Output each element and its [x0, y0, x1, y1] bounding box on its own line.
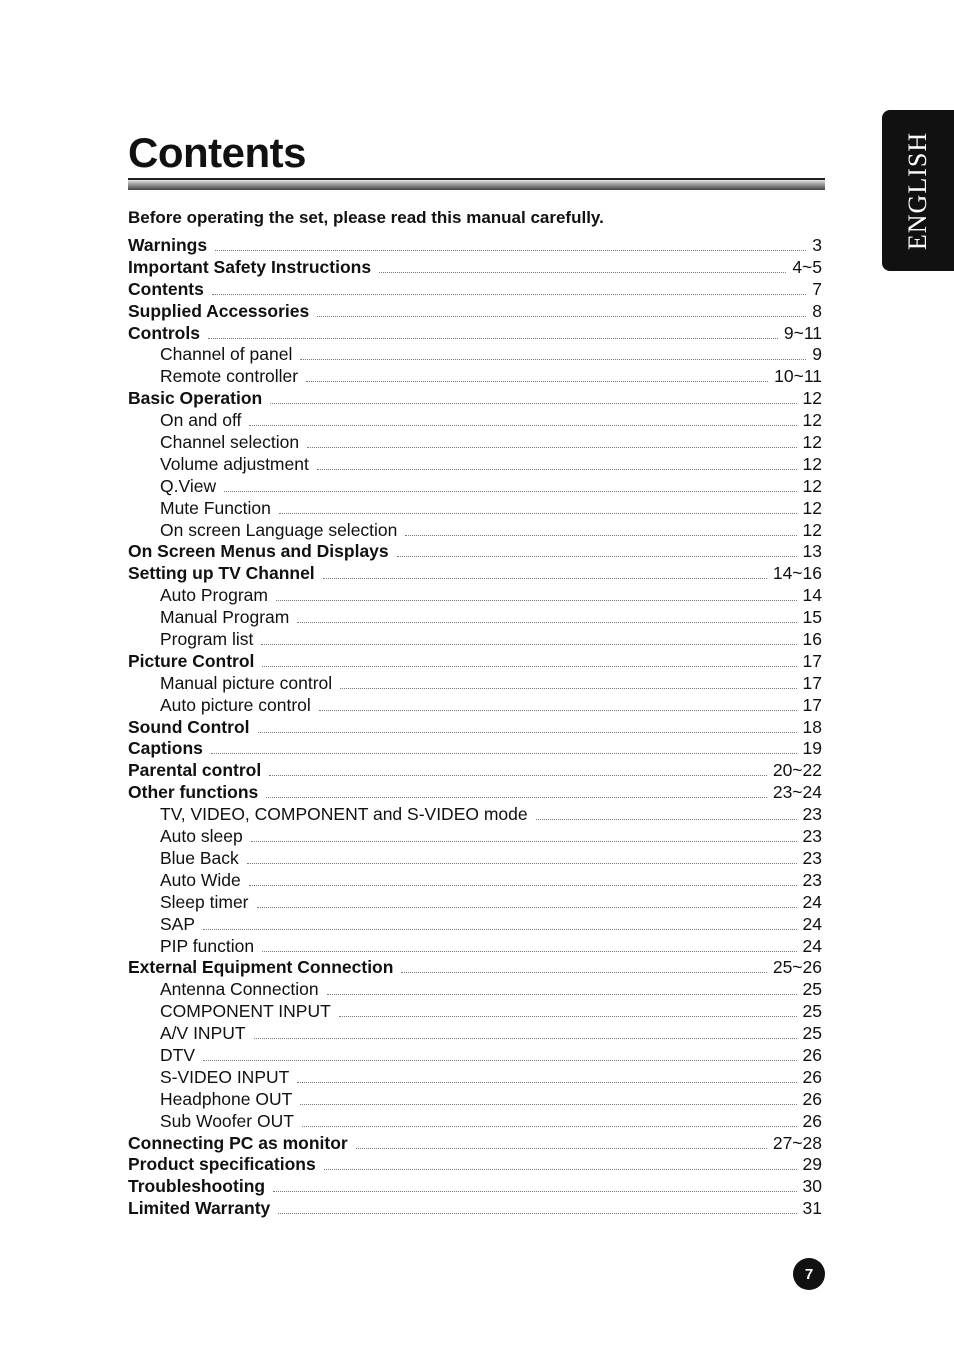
toc-subentry	[128, 454, 822, 476]
toc-subentry	[128, 804, 822, 826]
dot-leader	[324, 1169, 797, 1170]
toc-entry-page: 20~22	[772, 760, 822, 781]
toc-subentry	[128, 979, 822, 1001]
toc-entry-page: 23	[802, 869, 822, 890]
dot-leader	[276, 600, 797, 601]
toc-entry	[128, 957, 822, 979]
toc-entry-page: 25~26	[772, 957, 822, 978]
dot-leader	[249, 885, 797, 886]
toc-entry-page: 26	[802, 1044, 822, 1065]
toc-entry	[128, 235, 822, 257]
toc-entry-page: 31	[802, 1198, 822, 1219]
title-underline	[128, 178, 825, 190]
dot-leader	[247, 863, 797, 864]
dot-leader	[203, 929, 797, 930]
toc-subentry	[128, 914, 822, 936]
toc-entry-label: Limited Warranty	[128, 1198, 271, 1219]
dot-leader	[269, 775, 767, 776]
dot-leader	[258, 732, 797, 733]
dot-leader	[266, 797, 767, 798]
toc-entry-label: Auto Program	[160, 585, 268, 606]
dot-leader	[212, 294, 806, 295]
toc-entry	[128, 1154, 822, 1176]
toc-entry-page: 23~24	[772, 782, 822, 803]
toc-subentry	[128, 1001, 822, 1023]
toc-subentry	[128, 870, 822, 892]
toc-entry-label: DTV	[160, 1044, 195, 1065]
toc-entry-page: 24	[802, 935, 822, 956]
toc-entry-label: Important Safety Instructions	[128, 256, 372, 277]
dot-leader	[379, 272, 786, 273]
toc-entry-label: Warnings	[128, 235, 208, 255]
toc-entry-label: COMPONENT INPUT	[160, 1001, 331, 1022]
toc-entry	[128, 323, 822, 345]
page-title: Contents	[128, 129, 306, 176]
page-number: 7	[804, 1265, 814, 1283]
dot-leader	[278, 1213, 796, 1214]
toc-entry-label: Antenna Connection	[160, 979, 319, 1000]
dot-leader	[254, 1038, 797, 1039]
toc-entry-page: 17	[802, 694, 822, 715]
dot-leader	[401, 972, 766, 973]
toc-subentry	[128, 585, 822, 607]
toc-subentry	[128, 629, 822, 651]
toc-entry	[128, 760, 822, 782]
toc-entry-label: Channel of panel	[160, 344, 293, 365]
toc-entry-label: SAP	[160, 913, 196, 934]
toc-entry-label: PIP function	[160, 935, 255, 956]
toc-entry-label: Controls	[128, 322, 200, 343]
toc-entry-page: 15	[802, 607, 822, 628]
dot-leader	[405, 535, 796, 536]
toc-entry-label: Remote controller	[160, 366, 299, 387]
dot-leader	[257, 907, 797, 908]
dot-leader	[319, 710, 797, 711]
toc-entry-page: 30	[802, 1176, 822, 1197]
toc-subentry	[128, 520, 822, 542]
toc-entry-label: Blue Back	[160, 847, 239, 868]
toc-entry-page: 7	[812, 278, 822, 299]
toc-entry-page: 8	[812, 300, 822, 321]
toc-entry-page: 16	[802, 629, 822, 650]
dot-leader	[323, 578, 767, 579]
toc-subentry	[128, 366, 822, 388]
toc-subentry	[128, 410, 822, 432]
toc-entry-label: TV, VIDEO, COMPONENT and S-VIDEO mode	[160, 804, 528, 825]
toc-subentry	[128, 695, 822, 717]
toc-entry-page: 14	[802, 585, 822, 606]
dot-leader	[262, 951, 796, 952]
dot-leader	[211, 753, 797, 754]
toc-entry-page: 17	[802, 672, 822, 693]
toc-entry	[128, 541, 822, 563]
dot-leader	[339, 1016, 797, 1017]
toc-entry-label: Setting up TV Channel	[128, 563, 315, 584]
toc-entry-label: Channel selection	[160, 432, 300, 453]
toc-subentry	[128, 476, 822, 498]
dot-leader	[224, 491, 796, 492]
toc-entry-label: Picture Control	[128, 650, 255, 671]
toc-entry-label: Sleep timer	[160, 891, 249, 912]
toc-entry-page: 12	[802, 388, 822, 409]
language-tab-label: ENGLISH	[903, 131, 932, 250]
toc-entry-page: 25	[802, 979, 822, 1000]
toc-entry	[128, 1176, 822, 1198]
toc-entry-label: Basic Operation	[128, 388, 263, 409]
toc-entry	[128, 301, 822, 323]
dot-leader	[327, 994, 797, 995]
toc-entry-page: 4~5	[792, 256, 822, 277]
toc-entry-label: Captions	[128, 738, 203, 759]
toc-entry-page: 9~11	[783, 322, 822, 343]
toc-entry-page: 24	[802, 891, 822, 912]
toc-entry-label: Connecting PC as monitor	[128, 1132, 348, 1153]
toc-subentry	[128, 1045, 822, 1067]
toc-entry	[128, 257, 822, 279]
toc-entry-page: 13	[802, 541, 822, 562]
table-of-contents	[128, 235, 822, 1220]
toc-entry	[128, 388, 822, 410]
dot-leader	[340, 688, 796, 689]
dot-leader	[307, 447, 796, 448]
toc-subentry	[128, 344, 822, 366]
dot-leader	[203, 1060, 797, 1061]
toc-entry	[128, 738, 822, 760]
toc-entry-page: 12	[802, 453, 822, 474]
toc-entry-page: 23	[802, 804, 822, 825]
toc-entry-label: Troubleshooting	[128, 1176, 266, 1197]
toc-entry-page: 26	[802, 1110, 822, 1131]
toc-entry	[128, 1198, 822, 1220]
toc-entry-page: 12	[802, 519, 822, 540]
toc-entry	[128, 563, 822, 585]
toc-entry-label: A/V INPUT	[160, 1023, 246, 1044]
toc-subentry	[128, 498, 822, 520]
toc-entry-label: Auto sleep	[160, 826, 243, 847]
dot-leader	[273, 1191, 796, 1192]
toc-entry-label: Volume adjustment	[160, 453, 309, 474]
toc-entry-page: 27~28	[772, 1132, 822, 1153]
dot-leader	[249, 425, 796, 426]
toc-entry-page: 25	[802, 1001, 822, 1022]
toc-entry-page: 3	[812, 235, 822, 255]
toc-subentry	[128, 848, 822, 870]
toc-subentry	[128, 607, 822, 629]
dot-leader	[279, 513, 797, 514]
toc-subentry	[128, 826, 822, 848]
dot-leader	[300, 1104, 796, 1105]
toc-entry-page: 23	[802, 826, 822, 847]
toc-subentry	[128, 1023, 822, 1045]
toc-entry-label: S-VIDEO INPUT	[160, 1066, 290, 1087]
toc-subentry	[128, 673, 822, 695]
toc-entry	[128, 651, 822, 673]
toc-subentry	[128, 1089, 822, 1111]
dot-leader	[302, 1126, 797, 1127]
toc-entry-label: Auto Wide	[160, 869, 241, 890]
dot-leader	[297, 622, 796, 623]
page-number-badge	[793, 1258, 825, 1290]
dot-leader	[356, 1148, 767, 1149]
dot-leader	[397, 556, 797, 557]
dot-leader	[208, 338, 778, 339]
toc-entry-label: Manual Program	[160, 607, 290, 628]
intro-text: Before operating the set, please read this manual carefully.	[128, 208, 604, 227]
toc-entry-label: Q.View	[160, 475, 217, 496]
toc-subentry	[128, 1067, 822, 1089]
dot-leader	[270, 403, 796, 404]
toc-entry-page: 12	[802, 475, 822, 496]
toc-entry-page: 12	[802, 432, 822, 453]
toc-entry-page: 10~11	[774, 366, 822, 387]
toc-entry-page: 25	[802, 1023, 822, 1044]
toc-entry-label: Contents	[128, 278, 204, 299]
toc-entry-page: 12	[802, 497, 822, 518]
toc-subentry	[128, 1111, 822, 1133]
toc-entry-page: 9	[812, 344, 822, 365]
toc-entry-page: 14~16	[772, 563, 822, 584]
toc-entry-label: On and off	[160, 410, 242, 431]
toc-entry-label: Auto picture control	[160, 694, 311, 715]
toc-entry-page: 18	[802, 716, 822, 737]
toc-entry-label: Other functions	[128, 782, 259, 803]
language-tab	[882, 110, 954, 271]
dot-leader	[297, 1082, 796, 1083]
toc-entry-label: Sub Woofer OUT	[160, 1110, 294, 1131]
dot-leader	[261, 644, 796, 645]
toc-entry	[128, 1133, 822, 1155]
toc-entry	[128, 717, 822, 739]
dot-leader	[536, 819, 797, 820]
toc-entry-label: On Screen Menus and Displays	[128, 541, 389, 562]
toc-entry-label: Headphone OUT	[160, 1088, 293, 1109]
toc-entry-page: 26	[802, 1066, 822, 1087]
toc-entry-page: 24	[802, 913, 822, 934]
toc-entry-label: Parental control	[128, 760, 262, 781]
toc-entry-page: 26	[802, 1088, 822, 1109]
toc-entry-label: Manual picture control	[160, 672, 333, 693]
toc-subentry	[128, 936, 822, 958]
toc-entry-page: 29	[802, 1154, 822, 1175]
toc-subentry	[128, 892, 822, 914]
dot-leader	[300, 359, 806, 360]
toc-entry-label: Product specifications	[128, 1154, 316, 1175]
dot-leader	[215, 250, 806, 251]
dot-leader	[306, 381, 768, 382]
dot-leader	[317, 316, 806, 317]
toc-entry-page: 17	[802, 650, 822, 671]
toc-entry-label: Sound Control	[128, 716, 250, 737]
dot-leader	[262, 666, 796, 667]
toc-entry-label: On screen Language selection	[160, 519, 398, 540]
toc-entry-label: Supplied Accessories	[128, 300, 310, 321]
dot-leader	[317, 469, 797, 470]
toc-entry-page: 12	[802, 410, 822, 431]
toc-entry	[128, 782, 822, 804]
toc-entry-page: 19	[802, 738, 822, 759]
toc-entry	[128, 279, 822, 301]
toc-entry-label: Program list	[160, 629, 254, 650]
dot-leader	[251, 841, 797, 842]
toc-subentry	[128, 432, 822, 454]
toc-entry-label: External Equipment Connection	[128, 957, 394, 978]
toc-entry-page: 23	[802, 847, 822, 868]
toc-entry-label: Mute Function	[160, 497, 271, 518]
